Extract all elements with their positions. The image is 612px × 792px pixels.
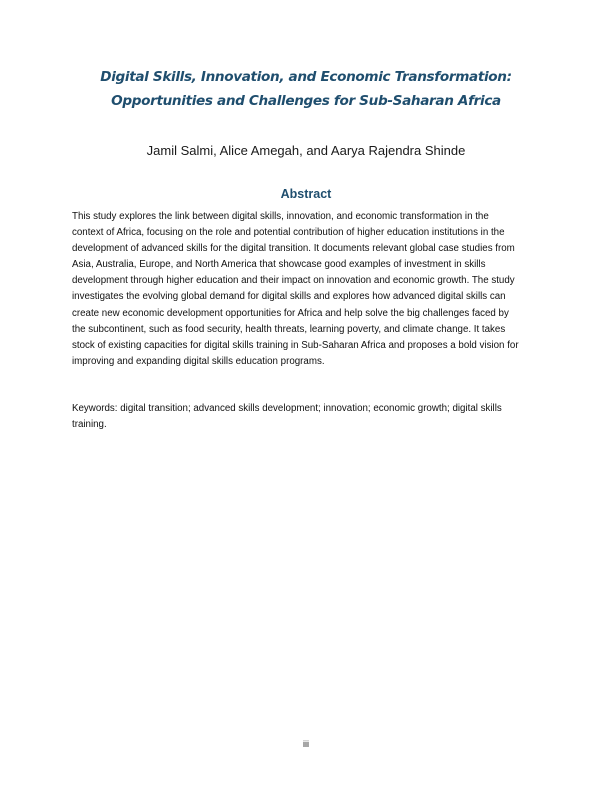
keywords [72,401,552,433]
abstract-line: the subcontinent, such as food security, health threats, learning poverty, and climate change. It takes [72,323,506,335]
abstract-heading: Abstract [280,187,332,201]
abstract-line: stock of existing capacities for digital skills training in Sub-Saharan Africa and proposes a bold vision for [72,339,519,351]
abstract-line: investigates the evolving global demand for digital skills and explores how advanced digital skills can [72,291,506,303]
keywords-line: Keywords: digital transition; advanced skills development; innovation; economic growth; digital skills [72,403,502,414]
document-title-line-1: Digital Skills, Innovation, and Economic Transformation: [100,69,512,85]
abstract-body [72,209,552,370]
document-title-line-2: Opportunities and Challenges for Sub-Saharan Africa [111,93,501,109]
abstract-line: Asia, Australia, Europe, and North America that showcase good examples of investment in skills [72,259,486,271]
abstract-line: improving and expanding digital skills education programs. [72,355,325,367]
abstract-line: context of Africa, focusing on the role and potential contribution of higher education institutions in the [72,227,505,239]
keywords-line: training. [72,419,107,431]
abstract-line: create new economic development opportunities for Africa and help solve the big challenges faced by [72,307,509,319]
page-number: iii [303,739,309,749]
authors: Jamil Salmi, Alice Amegah, and Aarya Rajendra Shinde [146,143,466,158]
abstract-line: development through higher education and their impact on innovation and economic growth. The study [72,275,515,287]
abstract-line: development of advanced skills for the digital transition. It documents relevant global case studies from [72,243,515,255]
abstract-line: This study explores the link between digital skills, innovation, and economic transformation in the [72,211,489,222]
